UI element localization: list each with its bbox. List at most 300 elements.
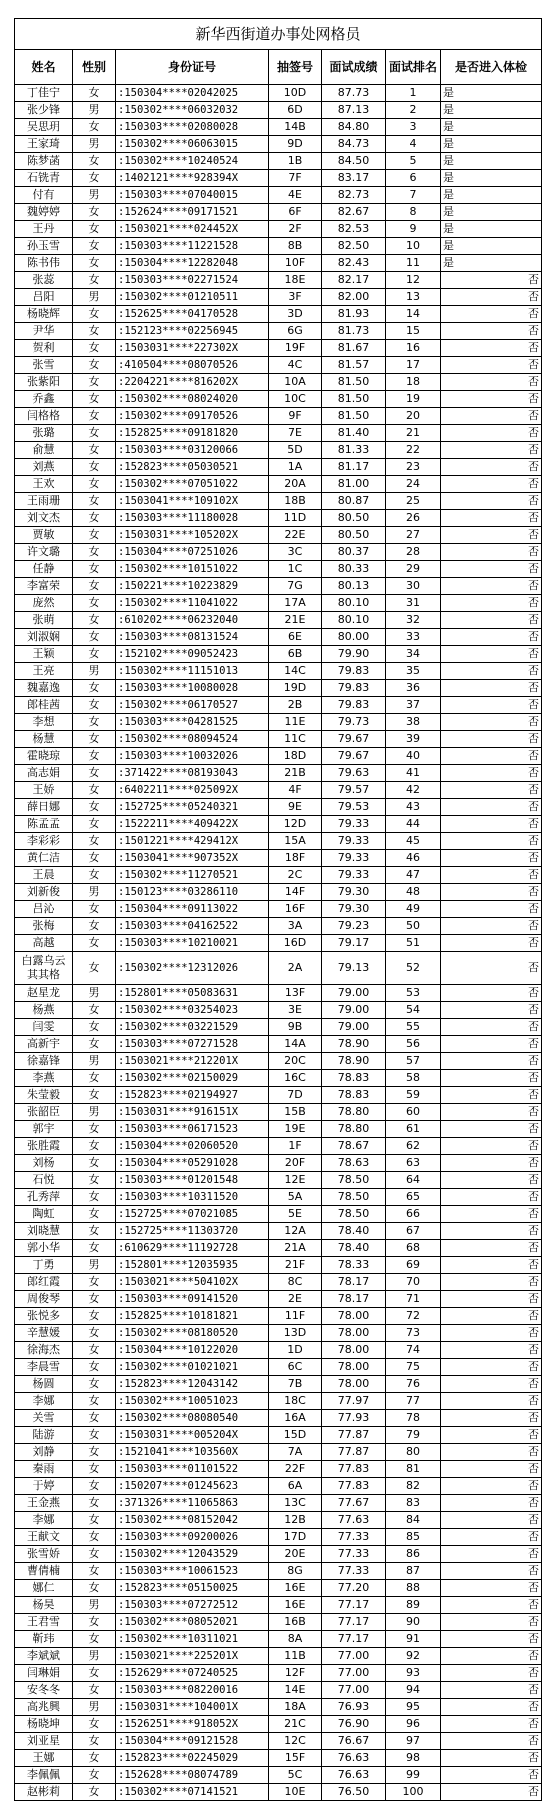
table-row [15, 357, 542, 374]
table-row [15, 731, 542, 748]
cell-name: 赵彬莉 [15, 1784, 73, 1801]
cell-draw-number: 5E [269, 1206, 322, 1223]
table-row [15, 1648, 542, 1665]
results-sheet [14, 18, 541, 1801]
cell-interview-rank: 93 [386, 1665, 441, 1682]
cell-gender: 女 [73, 1614, 116, 1631]
cell-physical-exam: 否 [441, 985, 542, 1002]
cell-draw-number: 21F [269, 1257, 322, 1274]
cell-id-number: :150302****11270521 [116, 867, 269, 884]
cell-gender: 女 [73, 1155, 116, 1172]
cell-interview-score: 78.00 [322, 1325, 386, 1342]
table-row [15, 442, 542, 459]
cell-interview-rank: 100 [386, 1784, 441, 1801]
cell-draw-number: 21A [269, 1240, 322, 1257]
cell-physical-exam: 否 [441, 1512, 542, 1529]
cell-draw-number: 5D [269, 442, 322, 459]
table-row [15, 952, 542, 985]
cell-name: 霍晓琼 [15, 748, 73, 765]
table-row [15, 901, 542, 918]
cell-interview-rank: 94 [386, 1682, 441, 1699]
cell-id-number: :1503021****504102X [116, 1274, 269, 1291]
cell-interview-rank: 41 [386, 765, 441, 782]
table-row [15, 697, 542, 714]
cell-interview-score: 78.50 [322, 1206, 386, 1223]
cell-id-number: :150303****04162522 [116, 918, 269, 935]
cell-draw-number: 9B [269, 1019, 322, 1036]
cell-id-number: :150302****10051023 [116, 1393, 269, 1410]
cell-name: 张胜霞 [15, 1138, 73, 1155]
cell-interview-score: 76.93 [322, 1699, 386, 1716]
table-row [15, 629, 542, 646]
cell-physical-exam: 否 [441, 374, 542, 391]
cell-id-number: :150302****09170526 [116, 408, 269, 425]
cell-gender: 男 [73, 136, 116, 153]
cell-physical-exam: 否 [441, 612, 542, 629]
cell-gender: 女 [73, 493, 116, 510]
cell-physical-exam: 否 [441, 1002, 542, 1019]
table-row [15, 459, 542, 476]
cell-interview-score: 82.43 [322, 255, 386, 272]
cell-draw-number: 2F [269, 221, 322, 238]
cell-id-number: :150302****11151013 [116, 663, 269, 680]
cell-id-number: :152823****12043142 [116, 1376, 269, 1393]
cell-name: 王娇 [15, 782, 73, 799]
cell-physical-exam: 否 [441, 867, 542, 884]
cell-physical-exam: 是 [441, 85, 542, 102]
cell-name: 薛日娜 [15, 799, 73, 816]
cell-gender: 女 [73, 1478, 116, 1495]
cell-interview-score: 82.00 [322, 289, 386, 306]
cell-physical-exam: 否 [441, 1189, 542, 1206]
table-row [15, 578, 542, 595]
cell-interview-score: 77.20 [322, 1580, 386, 1597]
cell-interview-score: 80.50 [322, 527, 386, 544]
cell-physical-exam: 否 [441, 748, 542, 765]
cell-id-number: :410504****08070526 [116, 357, 269, 374]
cell-gender: 女 [73, 1546, 116, 1563]
cell-name: 魏嘉逸 [15, 680, 73, 697]
cell-interview-score: 79.23 [322, 918, 386, 935]
cell-physical-exam: 是 [441, 187, 542, 204]
cell-interview-rank: 83 [386, 1495, 441, 1512]
cell-interview-rank: 50 [386, 918, 441, 935]
cell-interview-rank: 59 [386, 1087, 441, 1104]
cell-id-number: :152725****05240321 [116, 799, 269, 816]
cell-interview-score: 80.33 [322, 561, 386, 578]
cell-name: 张紫阳 [15, 374, 73, 391]
cell-draw-number: 13F [269, 985, 322, 1002]
cell-name: 杨燕 [15, 1002, 73, 1019]
cell-id-number: :152823****05150025 [116, 1580, 269, 1597]
cell-interview-rank: 54 [386, 1002, 441, 1019]
table-row [15, 1699, 542, 1716]
cell-gender: 女 [73, 1784, 116, 1801]
cell-physical-exam: 否 [441, 1614, 542, 1631]
cell-id-number: :150302****08180520 [116, 1325, 269, 1342]
cell-physical-exam: 否 [441, 1784, 542, 1801]
cell-name: 陆游 [15, 1427, 73, 1444]
cell-gender: 男 [73, 1597, 116, 1614]
cell-draw-number: 1C [269, 561, 322, 578]
cell-gender: 女 [73, 272, 116, 289]
cell-gender: 女 [73, 680, 116, 697]
cell-draw-number: 3F [269, 289, 322, 306]
table-row [15, 510, 542, 527]
cell-physical-exam: 是 [441, 221, 542, 238]
cell-physical-exam: 否 [441, 629, 542, 646]
cell-physical-exam: 否 [441, 340, 542, 357]
table-row [15, 391, 542, 408]
cell-physical-exam: 否 [441, 1495, 542, 1512]
cell-interview-score: 78.00 [322, 1308, 386, 1325]
cell-physical-exam: 否 [441, 1699, 542, 1716]
cell-id-number: :150303****07271528 [116, 1036, 269, 1053]
cell-interview-rank: 11 [386, 255, 441, 272]
cell-interview-rank: 4 [386, 136, 441, 153]
cell-interview-rank: 26 [386, 510, 441, 527]
cell-id-number: :150302****10240524 [116, 153, 269, 170]
cell-interview-score: 79.83 [322, 663, 386, 680]
cell-gender: 男 [73, 985, 116, 1002]
cell-id-number: :150302****06170527 [116, 697, 269, 714]
cell-draw-number: 15A [269, 833, 322, 850]
cell-draw-number: 8G [269, 1563, 322, 1580]
header-row [15, 50, 542, 85]
cell-draw-number: 11D [269, 510, 322, 527]
cell-name: 郭宇 [15, 1121, 73, 1138]
cell-id-number: :150303****02080028 [116, 119, 269, 136]
cell-physical-exam: 是 [441, 255, 542, 272]
sheet-title: 新华西街道办事处网格员 [15, 19, 542, 50]
cell-interview-score: 76.67 [322, 1733, 386, 1750]
cell-gender: 女 [73, 1342, 116, 1359]
cell-physical-exam: 否 [441, 850, 542, 867]
cell-interview-rank: 61 [386, 1121, 441, 1138]
cell-gender: 女 [73, 1495, 116, 1512]
cell-draw-number: 18F [269, 850, 322, 867]
table-row [15, 527, 542, 544]
cell-id-number: :1503031****104001X [116, 1699, 269, 1716]
cell-id-number: :152123****02256945 [116, 323, 269, 340]
cell-draw-number: 6G [269, 323, 322, 340]
cell-id-number: :152725****11303720 [116, 1223, 269, 1240]
cell-gender: 女 [73, 782, 116, 799]
cell-name: 付有 [15, 187, 73, 204]
table-row [15, 1325, 542, 1342]
cell-gender: 女 [73, 1172, 116, 1189]
cell-interview-rank: 17 [386, 357, 441, 374]
cell-id-number: :150304****02060520 [116, 1138, 269, 1155]
table-row [15, 187, 542, 204]
cell-name: 张悦多 [15, 1308, 73, 1325]
cell-interview-rank: 97 [386, 1733, 441, 1750]
cell-interview-rank: 99 [386, 1767, 441, 1784]
cell-gender: 女 [73, 561, 116, 578]
cell-id-number: :152823****02245029 [116, 1750, 269, 1767]
cell-interview-rank: 52 [386, 952, 441, 985]
cell-gender: 女 [73, 425, 116, 442]
cell-interview-rank: 45 [386, 833, 441, 850]
cell-draw-number: 21B [269, 765, 322, 782]
cell-interview-rank: 21 [386, 425, 441, 442]
cell-id-number: :1402121****928394X [116, 170, 269, 187]
cell-gender: 女 [73, 1444, 116, 1461]
cell-name: 陶虹 [15, 1206, 73, 1223]
cell-physical-exam: 否 [441, 1733, 542, 1750]
cell-id-number: :1503041****907352X [116, 850, 269, 867]
cell-id-number: :1526251****918052X [116, 1716, 269, 1733]
cell-gender: 女 [73, 1121, 116, 1138]
cell-interview-score: 77.33 [322, 1563, 386, 1580]
cell-draw-number: 2B [269, 697, 322, 714]
cell-interview-rank: 23 [386, 459, 441, 476]
cell-draw-number: 16D [269, 935, 322, 952]
cell-interview-rank: 82 [386, 1478, 441, 1495]
table-row [15, 1189, 542, 1206]
cell-physical-exam: 否 [441, 952, 542, 985]
cell-interview-rank: 49 [386, 901, 441, 918]
cell-physical-exam: 否 [441, 1444, 542, 1461]
cell-gender: 女 [73, 1427, 116, 1444]
cell-interview-rank: 44 [386, 816, 441, 833]
cell-name: 王家琦 [15, 136, 73, 153]
table-body [15, 85, 542, 1801]
cell-gender: 女 [73, 510, 116, 527]
cell-interview-rank: 24 [386, 476, 441, 493]
cell-id-number: :150302****03254023 [116, 1002, 269, 1019]
cell-physical-exam: 是 [441, 102, 542, 119]
cell-interview-score: 80.87 [322, 493, 386, 510]
cell-name: 辛慧媛 [15, 1325, 73, 1342]
cell-name: 陈书伟 [15, 255, 73, 272]
cell-interview-rank: 8 [386, 204, 441, 221]
cell-id-number: :610629****11192728 [116, 1240, 269, 1257]
cell-gender: 女 [73, 1631, 116, 1648]
cell-gender: 女 [73, 1274, 116, 1291]
cell-id-number: :1503031****916151X [116, 1104, 269, 1121]
cell-draw-number: 19F [269, 340, 322, 357]
cell-physical-exam: 否 [441, 1325, 542, 1342]
cell-id-number: :152624****09171521 [116, 204, 269, 221]
cell-interview-rank: 67 [386, 1223, 441, 1240]
cell-interview-score: 77.87 [322, 1427, 386, 1444]
cell-name: 于婷 [15, 1478, 73, 1495]
cell-physical-exam: 否 [441, 1104, 542, 1121]
cell-interview-score: 78.40 [322, 1240, 386, 1257]
cell-draw-number: 10A [269, 374, 322, 391]
cell-gender: 女 [73, 1325, 116, 1342]
cell-gender: 女 [73, 1240, 116, 1257]
cell-draw-number: 6E [269, 629, 322, 646]
cell-interview-score: 84.73 [322, 136, 386, 153]
cell-draw-number: 2A [269, 952, 322, 985]
cell-physical-exam: 否 [441, 578, 542, 595]
cell-gender: 女 [73, 1359, 116, 1376]
cell-interview-score: 77.17 [322, 1597, 386, 1614]
cell-draw-number: 3E [269, 1002, 322, 1019]
cell-interview-rank: 78 [386, 1410, 441, 1427]
cell-name: 安冬冬 [15, 1682, 73, 1699]
table-row [15, 765, 542, 782]
cell-name: 杨圆 [15, 1376, 73, 1393]
cell-id-number: :150304****02042025 [116, 85, 269, 102]
cell-draw-number: 18C [269, 1393, 322, 1410]
cell-gender: 女 [73, 748, 116, 765]
cell-gender: 女 [73, 340, 116, 357]
cell-physical-exam: 否 [441, 544, 542, 561]
cell-interview-rank: 3 [386, 119, 441, 136]
cell-name: 张韶臣 [15, 1104, 73, 1121]
cell-physical-exam: 否 [441, 1682, 542, 1699]
cell-name: 郭小华 [15, 1240, 73, 1257]
table-row [15, 1631, 542, 1648]
cell-gender: 女 [73, 612, 116, 629]
cell-id-number: :150302****11041022 [116, 595, 269, 612]
cell-physical-exam: 否 [441, 1087, 542, 1104]
cell-id-number: :1521041****103560X [116, 1444, 269, 1461]
cell-gender: 女 [73, 1767, 116, 1784]
table-row [15, 1665, 542, 1682]
table-row [15, 1002, 542, 1019]
cell-id-number: :152625****04170528 [116, 306, 269, 323]
cell-name: 石铣青 [15, 170, 73, 187]
table-row [15, 595, 542, 612]
cell-id-number: :150302****12043529 [116, 1546, 269, 1563]
cell-draw-number: 21C [269, 1716, 322, 1733]
cell-id-number: :152629****07240525 [116, 1665, 269, 1682]
cell-draw-number: 8A [269, 1631, 322, 1648]
cell-name: 朱莹毅 [15, 1087, 73, 1104]
cell-draw-number: 21E [269, 612, 322, 629]
cell-id-number: :152825****09181820 [116, 425, 269, 442]
cell-id-number: :150302****10151022 [116, 561, 269, 578]
table-row [15, 204, 542, 221]
cell-name: 杨晓辉 [15, 306, 73, 323]
cell-id-number: :1503031****005204X [116, 1427, 269, 1444]
cell-physical-exam: 否 [441, 1665, 542, 1682]
cell-draw-number: 12C [269, 1733, 322, 1750]
cell-gender: 女 [73, 1682, 116, 1699]
cell-interview-score: 83.17 [322, 170, 386, 187]
cell-id-number: :150302****08080540 [116, 1410, 269, 1427]
cell-interview-score: 77.33 [322, 1529, 386, 1546]
cell-interview-rank: 32 [386, 612, 441, 629]
cell-gender: 女 [73, 527, 116, 544]
cell-id-number: :150303****10311520 [116, 1189, 269, 1206]
cell-name: 周俊琴 [15, 1291, 73, 1308]
table-row [15, 153, 542, 170]
cell-physical-exam: 否 [441, 459, 542, 476]
cell-gender: 女 [73, 204, 116, 221]
table-row [15, 1784, 542, 1801]
cell-physical-exam: 否 [441, 272, 542, 289]
cell-interview-score: 76.50 [322, 1784, 386, 1801]
cell-draw-number: 15B [269, 1104, 322, 1121]
cell-interview-rank: 57 [386, 1053, 441, 1070]
table-row [15, 1580, 542, 1597]
cell-physical-exam: 否 [441, 1240, 542, 1257]
cell-interview-score: 79.63 [322, 765, 386, 782]
table-row [15, 1291, 542, 1308]
cell-interview-rank: 89 [386, 1597, 441, 1614]
cell-name: 许文璐 [15, 544, 73, 561]
cell-gender: 女 [73, 901, 116, 918]
cell-interview-rank: 47 [386, 867, 441, 884]
cell-name: 张璐 [15, 425, 73, 442]
cell-interview-score: 78.00 [322, 1376, 386, 1393]
table-row [15, 1461, 542, 1478]
cell-gender: 女 [73, 1376, 116, 1393]
cell-interview-score: 79.00 [322, 1019, 386, 1036]
table-row [15, 1750, 542, 1767]
cell-gender: 女 [73, 459, 116, 476]
cell-id-number: :150302****02150029 [116, 1070, 269, 1087]
cell-name: 王娜 [15, 1750, 73, 1767]
cell-physical-exam: 否 [441, 493, 542, 510]
cell-id-number: :150303****02271524 [116, 272, 269, 289]
cell-physical-exam: 否 [441, 1478, 542, 1495]
cell-draw-number: 14A [269, 1036, 322, 1053]
table-row [15, 1495, 542, 1512]
cell-interview-rank: 12 [386, 272, 441, 289]
cell-name: 杨慧 [15, 731, 73, 748]
cell-draw-number: 5A [269, 1189, 322, 1206]
cell-draw-number: 16A [269, 1410, 322, 1427]
cell-id-number: :150302****10311021 [116, 1631, 269, 1648]
cell-draw-number: 11E [269, 714, 322, 731]
cell-interview-rank: 30 [386, 578, 441, 595]
cell-gender: 女 [73, 374, 116, 391]
cell-interview-score: 80.37 [322, 544, 386, 561]
cell-name: 刘晓慧 [15, 1223, 73, 1240]
cell-physical-exam: 否 [441, 731, 542, 748]
table-row [15, 1767, 542, 1784]
cell-physical-exam: 否 [441, 1750, 542, 1767]
cell-id-number: :1503021****024452X [116, 221, 269, 238]
cell-draw-number: 13C [269, 1495, 322, 1512]
cell-interview-rank: 20 [386, 408, 441, 425]
cell-interview-rank: 85 [386, 1529, 441, 1546]
table-row [15, 306, 542, 323]
cell-interview-score: 77.83 [322, 1461, 386, 1478]
cell-gender: 女 [73, 85, 116, 102]
cell-physical-exam: 否 [441, 595, 542, 612]
cell-gender: 女 [73, 306, 116, 323]
cell-name: 李彩彩 [15, 833, 73, 850]
table-row [15, 119, 542, 136]
cell-id-number: :1501221****429412X [116, 833, 269, 850]
cell-name: 孙玉雪 [15, 238, 73, 255]
cell-gender: 女 [73, 153, 116, 170]
cell-interview-score: 78.40 [322, 1223, 386, 1240]
cell-gender: 女 [73, 714, 116, 731]
cell-interview-score: 79.33 [322, 816, 386, 833]
table-row [15, 408, 542, 425]
cell-physical-exam: 否 [441, 816, 542, 833]
cell-interview-rank: 62 [386, 1138, 441, 1155]
table-row [15, 816, 542, 833]
cell-name: 陈孟孟 [15, 816, 73, 833]
cell-physical-exam: 否 [441, 799, 542, 816]
cell-physical-exam: 否 [441, 1648, 542, 1665]
table-row [15, 272, 542, 289]
cell-draw-number: 16B [269, 1614, 322, 1631]
cell-physical-exam: 否 [441, 408, 542, 425]
cell-name: 王晨 [15, 867, 73, 884]
cell-name: 杨昊 [15, 1597, 73, 1614]
table-row [15, 612, 542, 629]
